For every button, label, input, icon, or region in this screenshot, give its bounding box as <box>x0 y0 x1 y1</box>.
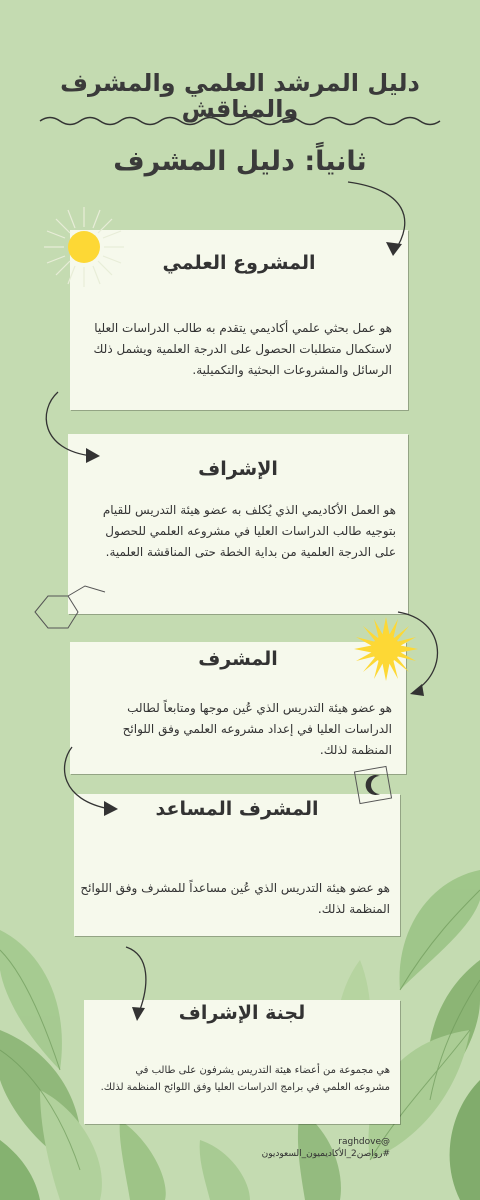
page-subtitle: ثانياً: دليل المشرف <box>113 146 367 177</box>
card-text: هي مجموعة من أعضاء هيئة التدريس يشرفون على طالب في مشروعه العلمي في برامج الدراسات العليا وفق اللوائح المنظمة لذلك. <box>100 1065 390 1093</box>
wavy-divider <box>40 114 440 128</box>
card-title: المشروع العلمي <box>162 252 316 274</box>
curved-arrow <box>80 945 160 1025</box>
curved-arrow <box>36 390 106 470</box>
card-title: المشرف المساعد <box>155 798 319 820</box>
card-text: هو عمل بحثي علمي أكاديمي يتقدم به طالب الدراسات العليا لاستكمال متطلبات الحصول على الدرجة العلمية ويشمل ذلك الرسائل والمشروعات البحثية والتكميلية. <box>93 321 392 377</box>
page-title: دليل المرشد العلمي والمشرف والمناقش <box>60 69 420 123</box>
footer-hashtag: #رواصن2_الأكاديميون_السعوديون <box>261 1149 390 1159</box>
curved-arrow <box>346 180 426 260</box>
curved-arrow <box>396 610 456 700</box>
card-supervision <box>68 434 408 614</box>
crescent-icon <box>354 766 394 806</box>
molecule-icon <box>30 582 110 642</box>
card-title: المشرف <box>198 648 278 670</box>
footer-handle: @raghdove <box>338 1137 390 1147</box>
card-text: هو العمل الأكاديمي الذي يُكلف به عضو هيئة التدريس للقيام بتوجيه طالب الدراسات العليا في مشروعه العلمي للحصول على الدرجة العلمية من بداية الخطة حتى المناقشة العلمية. <box>102 503 396 559</box>
card-title: الإشراف <box>198 458 278 480</box>
card-text: هو عضو هيئة التدريس الذي عُين موجها ومتابعاً لطالب الدراسات العليا في إعداد مشروعه العلمي وفق اللوائح المنظمة لذلك. <box>122 701 392 757</box>
sun-icon <box>44 207 124 287</box>
card-title: لجنة الإشراف <box>178 1002 306 1024</box>
curved-arrow <box>58 745 128 825</box>
card-text: هو عضو هيئة التدريس الذي عُين مساعداً للمشرف وفق اللوائح المنظمة لذلك. <box>80 881 390 916</box>
